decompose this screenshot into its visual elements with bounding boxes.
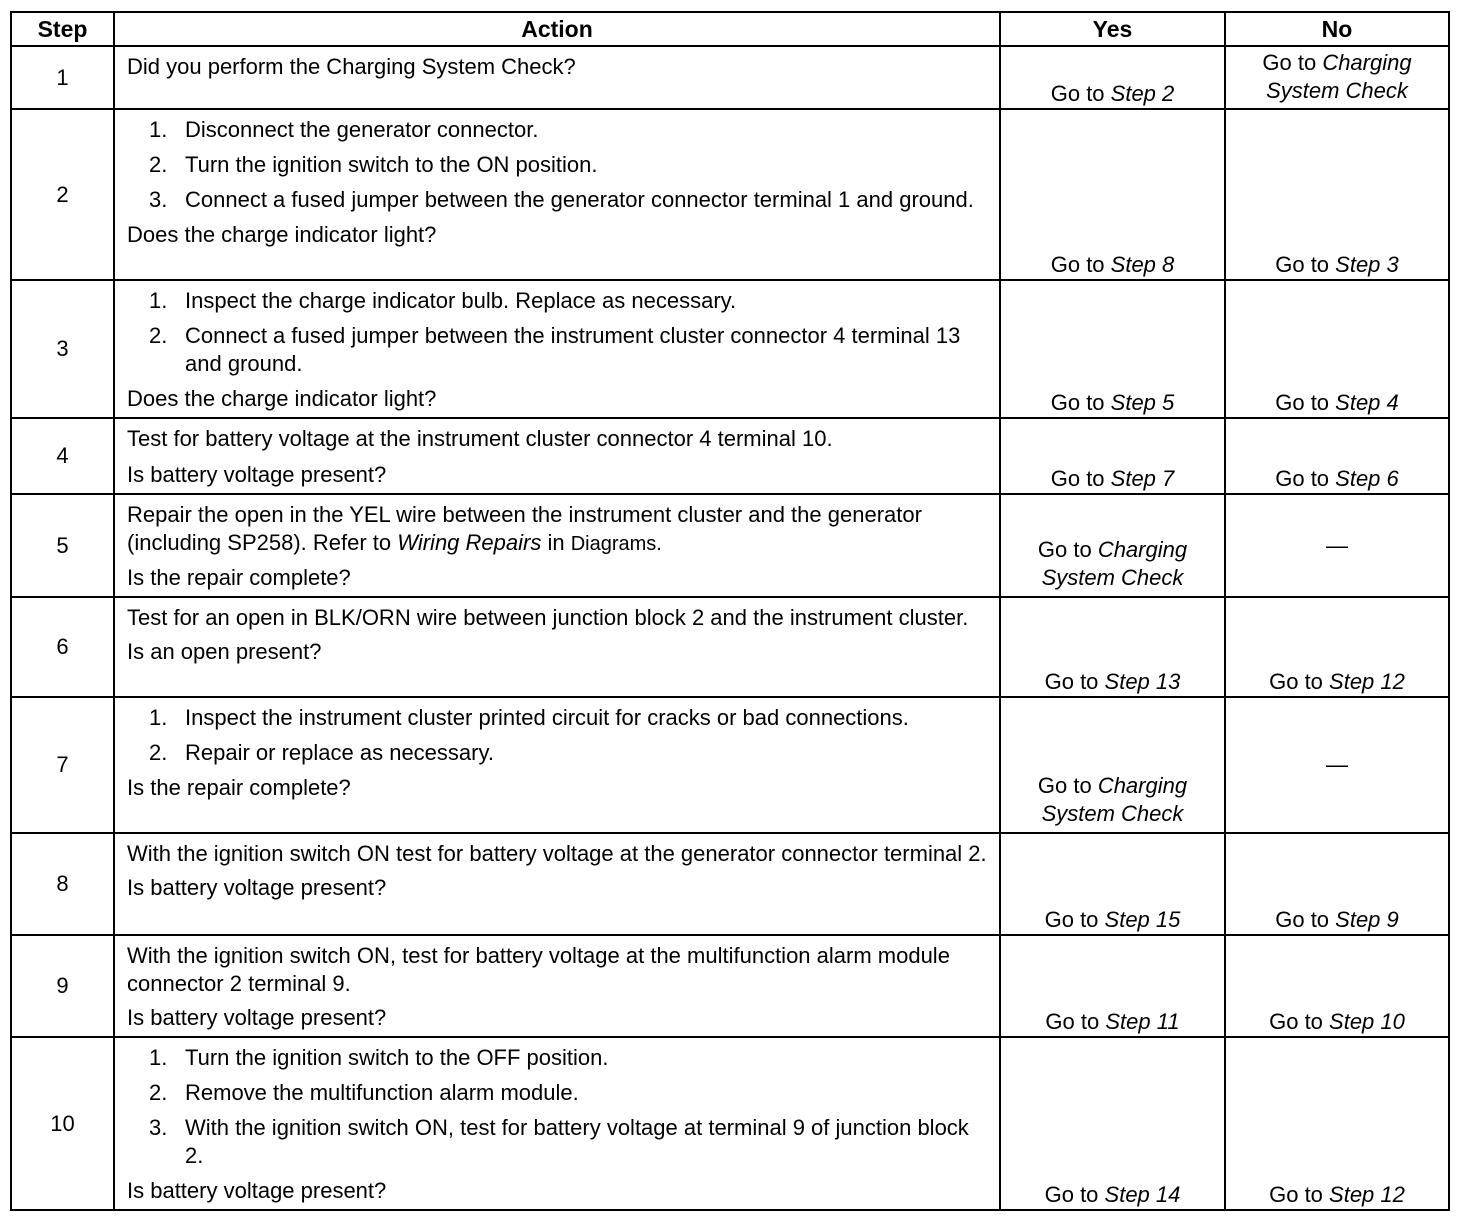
yes-prefix: Go to (1050, 81, 1111, 106)
action-question: Does the charge indicator light? (127, 386, 437, 411)
list-item: 1. Turn the ignition switch to the OFF position. (149, 1045, 609, 1070)
no-cell: Go to Step 4 (1225, 280, 1449, 418)
diagnostic-table (10, 11, 1450, 1211)
action-question: Does the charge indicator light? (127, 222, 437, 247)
yes-cell: Go to Step 7 (1000, 418, 1225, 494)
no-cell: Go to Step 6 (1225, 418, 1449, 494)
list-item: 2. Remove the multifunction alarm module. (149, 1080, 579, 1105)
header-no: No (1225, 12, 1449, 46)
table-row (11, 833, 1449, 935)
yes-cell: Go to Step 8 (1000, 109, 1225, 280)
no-cell (1225, 494, 1449, 597)
table-row (11, 494, 1449, 597)
list-item: 3. With the ignition switch ON, test for battery voltage at terminal 9 of junction block 2. (149, 1115, 969, 1168)
list-item: 1. Inspect the charge indicator bulb. Replace as necessary. (149, 288, 737, 313)
action-text: Did you perform the Charging System Check? (127, 54, 576, 79)
action-text: Test for an open in BLK/ORN wire between junction block 2 and the instrument cluster. (127, 605, 969, 630)
action-cell (114, 1037, 1000, 1210)
action-steps-list (127, 116, 989, 214)
list-item: 2. Repair or replace as necessary. (149, 740, 494, 765)
no-cell: Go to Step 9 (1225, 833, 1449, 935)
action-question: Is the repair complete? (127, 565, 351, 590)
step-number: 7 (11, 697, 114, 833)
action-cell (114, 935, 1000, 1037)
action-cell (114, 46, 1000, 109)
action-question: Is battery voltage present? (127, 1178, 387, 1203)
yes-cell (1000, 46, 1225, 109)
no-target: Charging System Check (1266, 50, 1412, 103)
table-row (11, 46, 1449, 109)
no-cell: Go to Step 3 (1225, 109, 1449, 280)
step-number: 4 (11, 418, 114, 494)
action-question: Is battery voltage present? (127, 1005, 387, 1030)
no-cell: Go to Step 12 (1225, 597, 1449, 697)
no-dash: — (1326, 752, 1348, 777)
no-cell: Go to Step 12 (1225, 1037, 1449, 1210)
action-steps-list (127, 287, 989, 378)
action-text: Test for battery voltage at the instrument cluster connector 4 terminal 10. (127, 426, 833, 451)
step-number: 5 (11, 494, 114, 597)
yes-cell: Go to Step 14 (1000, 1037, 1225, 1210)
action-cell (114, 109, 1000, 280)
no-cell: Go to Step 10 (1225, 935, 1449, 1037)
table-row (11, 597, 1449, 697)
table-row (11, 1037, 1449, 1210)
list-item: 2. Connect a fused jumper between the instrument cluster connector 4 terminal 13 and ground. (149, 323, 961, 376)
list-item: 3. Connect a fused jumper between the generator connector terminal 1 and ground. (149, 187, 974, 212)
action-cell (114, 494, 1000, 597)
yes-cell: Go to Step 5 (1000, 280, 1225, 418)
action-question: Is an open present? (127, 639, 322, 664)
step-number: 2 (11, 109, 114, 280)
table-row (11, 109, 1449, 280)
yes-cell: Go to Charging System Check (1000, 697, 1225, 833)
no-cell (1225, 697, 1449, 833)
step-number: 10 (11, 1037, 114, 1210)
table-row (11, 418, 1449, 494)
yes-cell: Go to Charging System Check (1000, 494, 1225, 597)
header-yes: Yes (1000, 12, 1225, 46)
header-action: Action (114, 12, 1000, 46)
list-item: 2. Turn the ignition switch to the ON position. (149, 152, 598, 177)
action-text: With the ignition switch ON test for battery voltage at the generator connector terminal 2. (127, 841, 987, 866)
yes-cell: Go to Step 13 (1000, 597, 1225, 697)
yes-cell: Go to Step 11 (1000, 935, 1225, 1037)
step-number: 8 (11, 833, 114, 935)
action-cell (114, 280, 1000, 418)
header-row (11, 12, 1449, 46)
table-row (11, 280, 1449, 418)
table-row (11, 935, 1449, 1037)
table-row (11, 697, 1449, 833)
action-text: With the ignition switch ON, test for battery voltage at the multifunction alarm module connector 2 terminal 9. (127, 943, 950, 996)
action-text: Repair the open in the YEL wire between the instrument cluster and the generator (including SP258). Refer to Wiring Repairs in Diagrams. (127, 502, 922, 555)
step-number: 9 (11, 935, 114, 1037)
step-number: 3 (11, 280, 114, 418)
no-cell (1225, 46, 1449, 109)
yes-target: Step 2 (1110, 81, 1175, 106)
action-cell (114, 833, 1000, 935)
action-steps-list (127, 1044, 989, 1170)
action-cell (114, 418, 1000, 494)
action-question: Is battery voltage present? (127, 875, 387, 900)
action-question: Is battery voltage present? (127, 462, 387, 487)
no-prefix: Go to (1262, 50, 1323, 75)
action-steps-list (127, 704, 989, 767)
action-question: Is the repair complete? (127, 775, 351, 800)
no-dash: — (1326, 532, 1348, 558)
step-number: 1 (11, 46, 114, 109)
action-cell (114, 597, 1000, 697)
list-item: 1. Disconnect the generator connector. (149, 117, 539, 142)
action-cell (114, 697, 1000, 833)
list-item: 1. Inspect the instrument cluster printed circuit for cracks or bad connections. (149, 705, 909, 730)
yes-cell: Go to Step 15 (1000, 833, 1225, 935)
header-step: Step (11, 12, 114, 46)
step-number: 6 (11, 597, 114, 697)
